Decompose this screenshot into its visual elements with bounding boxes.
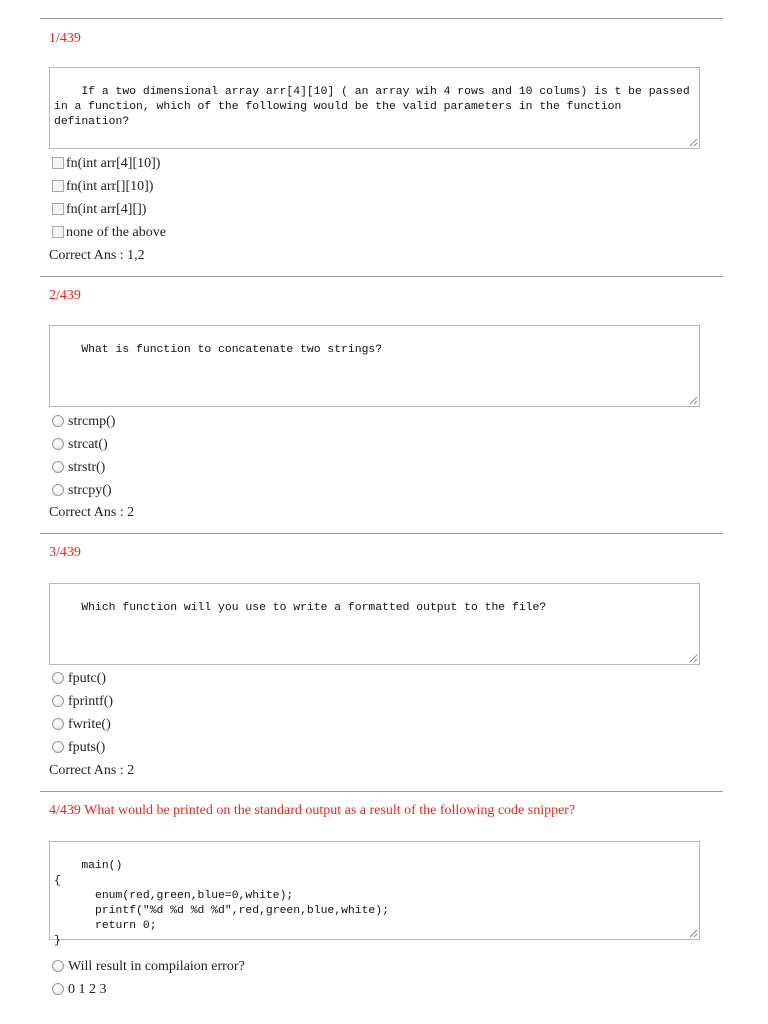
option-4[interactable]	[52, 740, 105, 756]
option-3[interactable]	[52, 202, 146, 218]
resize-grip-icon[interactable]	[688, 395, 698, 405]
option-label: fprintf()	[68, 694, 114, 709]
option-label: Will result in compilaion error?	[68, 959, 245, 974]
correct-answer: Correct Ans : 1,2	[49, 248, 145, 263]
question-text-area[interactable]	[49, 325, 700, 407]
checkbox[interactable]	[52, 226, 64, 238]
question-text-area[interactable]	[49, 583, 700, 665]
question-number: 4/439	[49, 803, 81, 818]
resize-grip-icon[interactable]	[688, 928, 698, 938]
question-text: If a two dimensional array arr[4][10] ( an array wih 4 rows and 10 colums) is t be passed in a function, which of the following would be the valid parameters in the function defination?	[54, 86, 697, 128]
option-label: none of the above	[66, 225, 166, 240]
option-label: strcat()	[68, 437, 108, 452]
radio[interactable]	[52, 415, 64, 427]
option-label: fn(int arr[4][])	[66, 202, 147, 217]
radio[interactable]	[52, 741, 64, 753]
radio[interactable]	[52, 718, 64, 730]
option-label: strcmp()	[68, 414, 116, 429]
option-label: fn(int arr[][10])	[66, 179, 154, 194]
option-3[interactable]	[52, 717, 111, 733]
option-label: strstr()	[68, 460, 106, 475]
radio[interactable]	[52, 983, 64, 995]
question-text: Which function will you use to write a formatted output to the file?	[81, 602, 547, 614]
divider	[40, 276, 723, 277]
question-number: 1/439	[49, 31, 81, 46]
option-2[interactable]	[52, 437, 108, 453]
option-2[interactable]	[52, 179, 153, 195]
divider	[40, 18, 723, 19]
resize-grip-icon[interactable]	[688, 653, 698, 663]
question-title: What would be printed on the standard output as a result of the following code snipper?	[84, 803, 576, 818]
option-1[interactable]	[52, 959, 245, 975]
option-1[interactable]	[52, 414, 115, 430]
option-1[interactable]	[52, 156, 160, 172]
option-label: fputc()	[68, 671, 107, 686]
checkbox[interactable]	[52, 157, 64, 169]
radio[interactable]	[52, 672, 64, 684]
option-label: fputs()	[68, 740, 106, 755]
divider	[40, 791, 723, 792]
option-2[interactable]	[52, 694, 113, 710]
divider	[40, 533, 723, 534]
checkbox[interactable]	[52, 180, 64, 192]
checkbox[interactable]	[52, 203, 64, 215]
radio[interactable]	[52, 461, 64, 473]
option-2[interactable]	[52, 982, 107, 998]
question-text-area[interactable]	[49, 67, 700, 149]
question-text: What is function to concatenate two strings?	[81, 344, 383, 356]
correct-answer: Correct Ans : 2	[49, 763, 135, 778]
radio[interactable]	[52, 438, 64, 450]
option-1[interactable]	[52, 671, 106, 687]
code-text-area[interactable]	[49, 841, 700, 947]
question-number: 3/439	[49, 545, 81, 560]
option-label: strcpy()	[68, 483, 112, 498]
option-label: fn(int arr[4][10])	[66, 156, 161, 171]
question-number: 2/439	[49, 288, 81, 303]
option-4[interactable]	[52, 225, 166, 241]
option-3[interactable]	[52, 460, 105, 476]
option-label: 0 1 2 3	[68, 982, 107, 997]
radio[interactable]	[52, 484, 64, 496]
correct-answer: Correct Ans : 2	[49, 505, 135, 520]
code-snippet: main() { enum(red,green,blue=0,white); printf("%d %d %d %d",red,green,blue,white); return 0; }	[54, 860, 389, 947]
radio[interactable]	[52, 960, 64, 972]
question-heading	[49, 803, 575, 819]
resize-grip-icon[interactable]	[688, 137, 698, 147]
option-label: fwrite()	[68, 717, 111, 732]
option-4[interactable]	[52, 483, 112, 499]
radio[interactable]	[52, 695, 64, 707]
